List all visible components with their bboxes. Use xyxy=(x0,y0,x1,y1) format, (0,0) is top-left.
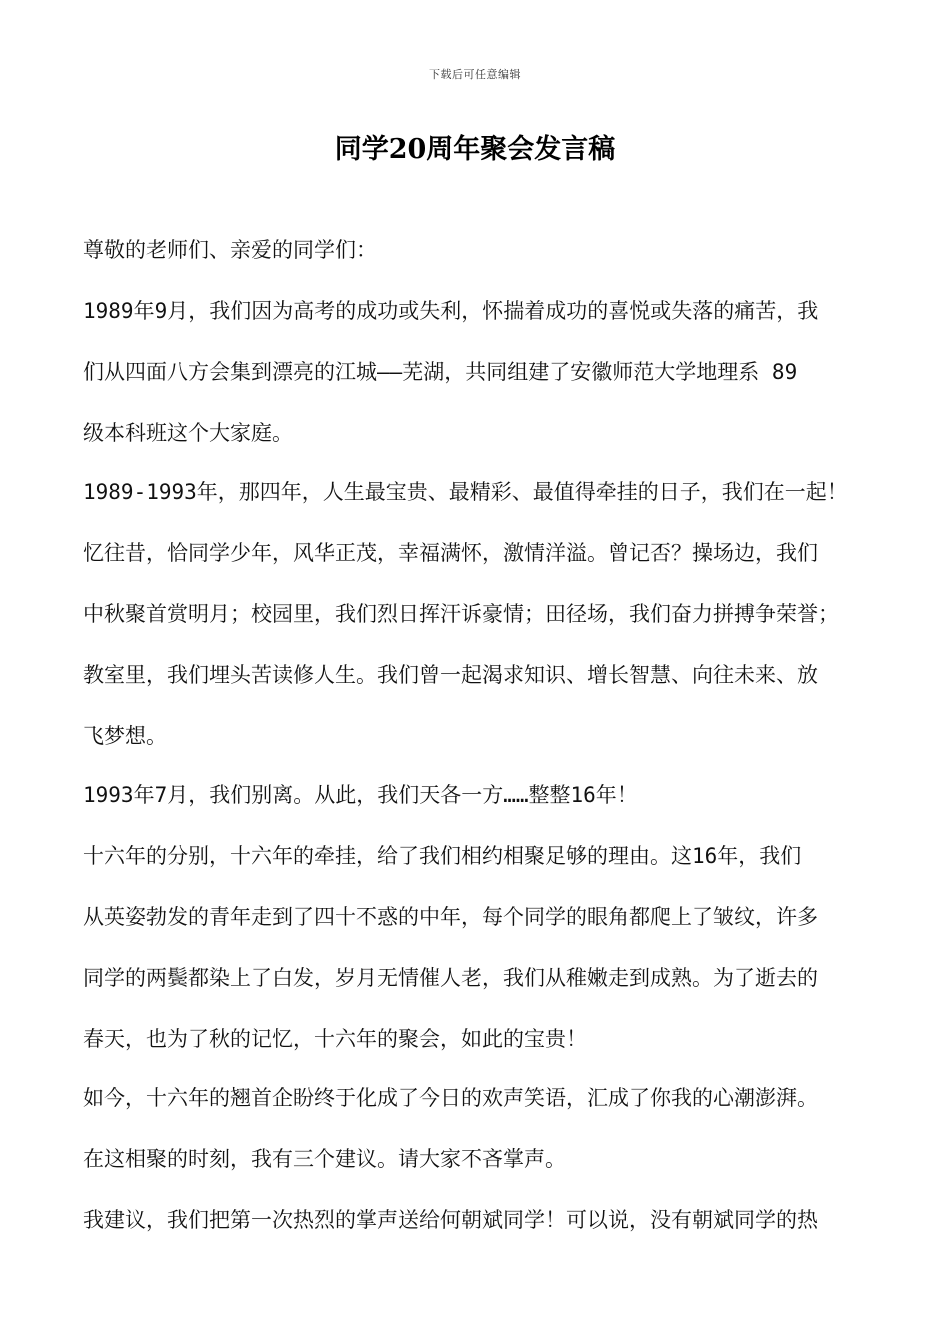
text-line: 同学的两鬓都染上了白发，岁月无情催人老，我们从稚嫩走到成熟。为了逝去的 xyxy=(83,966,818,990)
document-body xyxy=(83,220,873,1251)
text-line: 忆往昔，恰同学少年，风华正茂，幸福满怀，激情洋溢。曾记否？操场边，我们 xyxy=(83,541,818,565)
text-line: 1989年9月，我们因为高考的成功或失利，怀揣着成功的喜悦或失落的痛苦，我 xyxy=(83,299,819,323)
document-title: 同学20周年聚会发言稿 xyxy=(334,134,616,165)
text-line: 从英姿勃发的青年走到了四十不惑的中年，每个同学的眼角都爬上了皱纹，许多 xyxy=(83,905,818,929)
text-line: 我建议，我们把第一次热烈的掌声送给何朝斌同学！可以说，没有朝斌同学的热 xyxy=(83,1208,818,1232)
text-line: 中秋聚首赏明月；校园里，我们烈日挥汗诉豪情；田径场，我们奋力拼搏争荣誉； xyxy=(83,602,839,626)
header-note: 下载后可任意编辑 xyxy=(429,68,521,81)
text-line: 教室里，我们埋头苦读修人生。我们曾一起渴求知识、增长智慧、向往未来、放 xyxy=(83,663,818,687)
text-line: 们从四面八方会集到漂亮的江城——芜湖，共同组建了安徽师范大学地理系 89 xyxy=(83,360,798,384)
text-line: 春天，也为了秋的记忆，十六年的聚会，如此的宝贵！ xyxy=(83,1027,587,1051)
text-line: 级本科班这个大家庭。 xyxy=(83,421,293,445)
text-line: 如今，十六年的翘首企盼终于化成了今日的欢声笑语，汇成了你我的心潮澎湃。 xyxy=(83,1086,818,1110)
text-line: 1989-1993年，那四年，人生最宝贵、最精彩、最值得牵挂的日子，我们在一起！ xyxy=(83,480,848,504)
text-line: 1993年7月，我们别离。从此，我们天各一方……整整16年！ xyxy=(83,783,638,807)
text-line: 尊敬的老师们、亲爱的同学们： xyxy=(83,238,377,262)
text-line: 在这相聚的时刻，我有三个建议。请大家不吝掌声。 xyxy=(83,1147,566,1171)
text-line: 十六年的分别，十六年的牵挂，给了我们相约相聚足够的理由。这16年，我们 xyxy=(83,844,802,868)
text-line: 飞梦想。 xyxy=(83,724,167,748)
